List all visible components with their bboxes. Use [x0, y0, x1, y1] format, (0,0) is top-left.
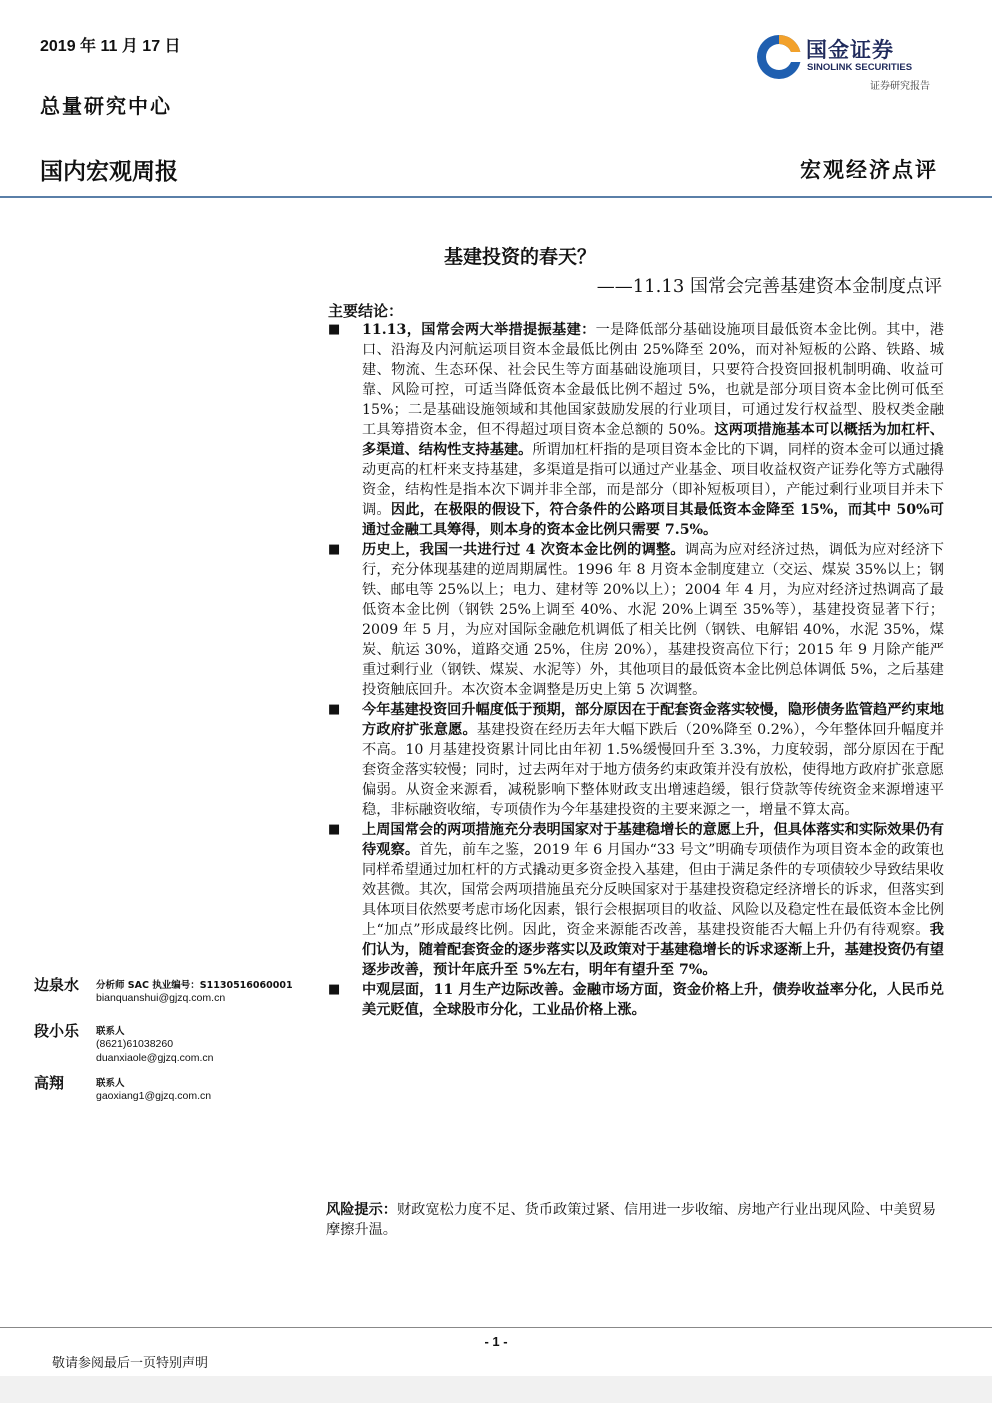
main-conclusions-label: 主要结论： — [328, 302, 404, 320]
report-type: 国内宏观周报 — [40, 159, 178, 185]
analyst-card — [34, 1020, 304, 1072]
analyst-email[interactable]: gaoxiang1@gjzq.com.cn — [96, 1090, 212, 1102]
company-logo — [752, 28, 952, 94]
bullet-text: 首先，前车之鉴，2019 年 6 月国办“33 号文”明确专项债作为项目资本金的政策也同样希望通过加杠杆的方式撬动更多资金投入基建，但由于满足条件的专项债较少导致结果收效甚微。其次，国常会两项措施虽充分反映国家对于基建投资稳定经济增长的诉求，但落实到具体项目依然要考虑市场化因素，银行会根据项目的收益、风险以及稳定性在最低资本金比例上“加点”形成最终比例。因此，资金来源能否改善，基建投资能否大幅上升仍有待观察。 — [362, 842, 944, 938]
square-bullet-icon: ■ — [328, 322, 341, 337]
bullet-item — [328, 320, 944, 540]
analyst-name: 边泉水 — [34, 976, 80, 994]
analyst-role: 联系人 — [96, 1078, 125, 1089]
page-number: - 1 - — [484, 1334, 508, 1349]
footer-divider — [0, 1327, 992, 1328]
analyst-list — [34, 974, 304, 1118]
bullet-bold-text: 我们认为，随着配套资金的逐步落实以及政策对于基建稳增长的诉求逐渐上升，基建投资仍有望逐步改善，预计年底升至 5%左右，明年有望升至 7%。 — [362, 922, 944, 978]
square-bullet-icon: ■ — [328, 542, 341, 557]
bullet-bold-text: 这两项措施基本可以概括为加杠杆、多渠道、结构性支持基建。 — [362, 422, 944, 458]
bullet-text: 调高为应对经济过热，调低为应对经济下行，充分体现基建的逆周期属性。1996 年 8 月资本金制度建立（交运、煤炭 35%以上；钢铁、邮电等 25%以上；电力、建材等 20%以上）；2004 年 4 月，为应对经济过热调高了最低资本金比例（钢铁 25%上调至 40%、水泥 20%上调至 35%等），基建投资显著下行；2009 年 5 月，为应对国际金融危机调低了相关比例（钢铁、电解铝 40%，水泥 35%，煤炭、航运 30%，道路交通 25%，住房 20%），基建投资高位下行；2015 年 9 月除产能严重过剩行业（钢铁、煤炭、水泥等）外，其他项目的最低资本金比例总体调低 5%，之后基建投资触底回升。本次资本金调整是历史上第 5 次调整。 — [362, 542, 944, 698]
square-bullet-icon: ■ — [328, 982, 341, 997]
analyst-phone: (8621)61038260 — [96, 1038, 174, 1050]
logo-name-en: SINOLINK SECURITIES — [807, 62, 913, 73]
bullet-text: 基建投资在经历去年大幅下跌后（20%降至 0.2%），今年整体回升幅度并不高。10 月基建投资累计同比由年初 1.5%缓慢回升至 3.3%，力度较弱，部分原因在于配套资金落实较慢；同时，过去两年对于地方债务约束政策并没有放松，使得地方政府扩张意愿偏弱。从资金来源看，减税影响下整体财政支出增速趋缓，银行贷款等传统资金来源增速平稳，非标融资收缩，专项债作为今年基建投资的主要来源之一，增量不算太高。 — [362, 722, 944, 818]
analyst-name: 段小乐 — [34, 1022, 80, 1040]
research-center: 总量研究中心 — [40, 94, 172, 118]
report-title: 基建投资的春天？ — [443, 246, 596, 268]
report-subtitle: ——11.13 国常会完善基建资本金制度点评 — [596, 276, 942, 297]
analyst-role: 分析师 SAC 执业编号：S1130516060001 — [96, 980, 293, 991]
footer-band — [0, 1376, 992, 1403]
sinolink-logo-icon — [754, 32, 804, 82]
risk-text: 财政宽松力度不足、货币政策过紧、信用进一步收缩、房地产行业出现风险、中美贸易摩擦升温。 — [326, 1202, 937, 1238]
bullet-item — [328, 540, 944, 700]
analyst-email[interactable]: duanxiaole@gjzq.com.cn — [96, 1052, 214, 1064]
bullet-bold-text: 今年基建投资回升幅度低于预期，部分原因在于配套资金落实较慢，隐形债务监管趋严约束地方政府扩张意愿。 — [362, 702, 944, 738]
bullet-bold-text: 历史上，我国一共进行过 4 次资本金比例的调整。 — [362, 542, 685, 558]
analyst-role: 联系人 — [96, 1026, 125, 1037]
bullet-bold-text: 11.13，国常会两大举措提振基建： — [362, 322, 596, 338]
logo-subtitle: 证券研究报告 — [870, 81, 930, 92]
report-category: 宏观经济点评 — [800, 157, 938, 182]
square-bullet-icon: ■ — [328, 702, 341, 717]
logo-name-cn: 国金证券 — [806, 38, 894, 62]
bullet-text: 所谓加杠杆指的是项目资本金比的下调，同样的资本金可以通过撬动更高的杠杆来支持基建，多渠道是指可以通过产业基金、项目收益权资产证券化等方式融得资金，结构性是指本次下调并非全部，而是部分（即补短板项目），产能过剩行业项目并未下调。 — [362, 442, 944, 518]
analyst-email[interactable]: bianquanshui@gjzq.com.cn — [96, 992, 226, 1004]
bullet-bold-text: 因此，在极限的假设下，符合条件的公路项目其最低资本金降至 15%，而其中 50%可通过金融工具筹得，则本身的资本金比例只需要 7.5%。 — [362, 502, 944, 538]
risk-warning — [326, 1200, 944, 1240]
analyst-card — [34, 1072, 304, 1118]
bullet-bold-text: 中观层面，11 月生产边际改善。金融市场方面，资金价格上升，债券收益率分化，人民币兑美元贬值，全球股市分化，工业品价格上涨。 — [362, 982, 944, 1018]
bullet-item — [328, 820, 944, 980]
bullet-text: 一是降低部分基础设施项目最低资本金比例。其中，港口、沿海及内河航运项目资本金最低比例由 25%降至 20%，而对补短板的公路、铁路、城建、物流、生态环保、社会民生等方面基础设施项目，只要符合投资回报机制明确、收益可靠、风险可控，可适当降低资本金最低比例不超过 5%，也就是部分项目资本金比例可低至 15%；二是基础设施领域和其他国家鼓励发展的行业项目，可通过发行权益型、股权类金融工具筹措资本金，但不得超过项目资本金总额的 50%。 — [362, 322, 944, 438]
footer-note: 敬请参阅最后一页特别声明 — [52, 1356, 209, 1371]
analyst-name: 高翔 — [34, 1074, 65, 1092]
header-divider — [0, 196, 992, 198]
square-bullet-icon: ■ — [328, 822, 341, 837]
bullet-bold-text: 上周国常会的两项措施充分表明国家对于基建稳增长的意愿上升，但具体落实和实际效果仍有待观察。 — [362, 822, 944, 858]
report-date: 2019 年 11 月 17 日 — [40, 38, 181, 55]
risk-label: 风险提示： — [326, 1202, 397, 1218]
main-conclusions — [328, 320, 944, 1020]
bullet-item — [328, 980, 944, 1020]
bullet-item — [328, 700, 944, 820]
analyst-card — [34, 974, 304, 1020]
